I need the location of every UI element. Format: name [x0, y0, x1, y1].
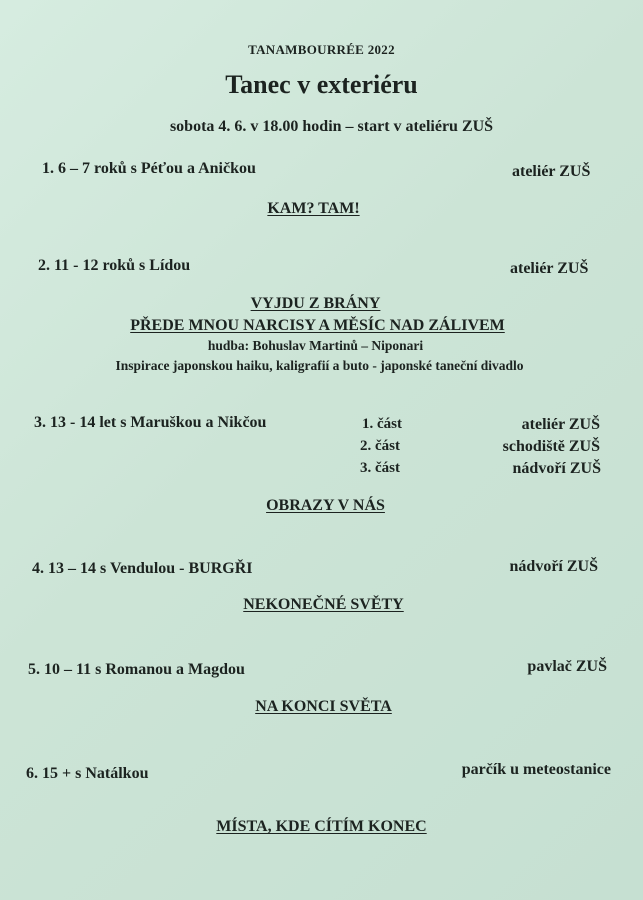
entry-5-place: pavlač ZUŠ [527, 658, 607, 675]
entry-5-piece: NA KONCI SVĚTA [255, 698, 392, 715]
entry-2-piece-line2: PŘEDE MNOU NARCISY A MĚSÍC NAD ZÁLIVEM [130, 317, 505, 334]
entry-4-piece: NEKONEČNÉ SVĚTY [243, 596, 404, 613]
entry-5-group: 5. 10 – 11 s Romanou a Magdou [28, 661, 245, 678]
entry-4-place: nádvoří ZUŠ [509, 558, 598, 575]
entry-3-part-3: 3. část [360, 460, 400, 476]
entry-6-piece: MÍSTA, KDE CÍTÍM KONEC [216, 818, 427, 835]
event-subtitle: sobota 4. 6. v 18.00 hodin – start v ateliéru ZUŠ [169, 118, 494, 135]
entry-3-place-1: ateliér ZUŠ [521, 416, 600, 433]
entry-6-group: 6. 15 + s Natálkou [26, 765, 149, 782]
entry-6-place: parčík u meteostanice [461, 761, 611, 778]
festival-name: TANAMBOURRÉE 2022 [248, 42, 395, 57]
entry-1-group: 1. 6 – 7 roků s Péťou a Aničkou [42, 160, 256, 177]
entry-1-piece: KAM? TAM! [267, 200, 360, 217]
entry-2-place: ateliér ZUŠ [510, 260, 589, 277]
entry-3-piece: OBRAZY V NÁS [266, 497, 385, 514]
entry-3-place-3: nádvoří ZUŠ [512, 460, 601, 477]
entry-3-part-2: 2. část [360, 438, 400, 454]
entry-1-place: ateliér ZUŠ [512, 163, 591, 180]
entry-2-music: hudba: Bohuslav Martinů – Niponari [207, 338, 424, 353]
entry-3-part-1: 1. část [362, 416, 402, 432]
entry-2-piece-line1: VYJDU Z BRÁNY [250, 295, 381, 312]
page-title: Tanec v exteriéru [225, 70, 418, 99]
entry-3-group: 3. 13 - 14 let s Maruškou a Nikčou [34, 414, 267, 431]
entry-3-place-2: schodiště ZUŠ [502, 438, 600, 455]
entry-4-group: 4. 13 – 14 s Vendulou - BURGŘI [32, 560, 253, 577]
entry-2-inspiration: Inspirace japonskou haiku, kaligrafií a buto - japonské taneční divadlo [115, 358, 524, 373]
entry-2-group: 2. 11 - 12 roků s Lídou [38, 257, 191, 274]
